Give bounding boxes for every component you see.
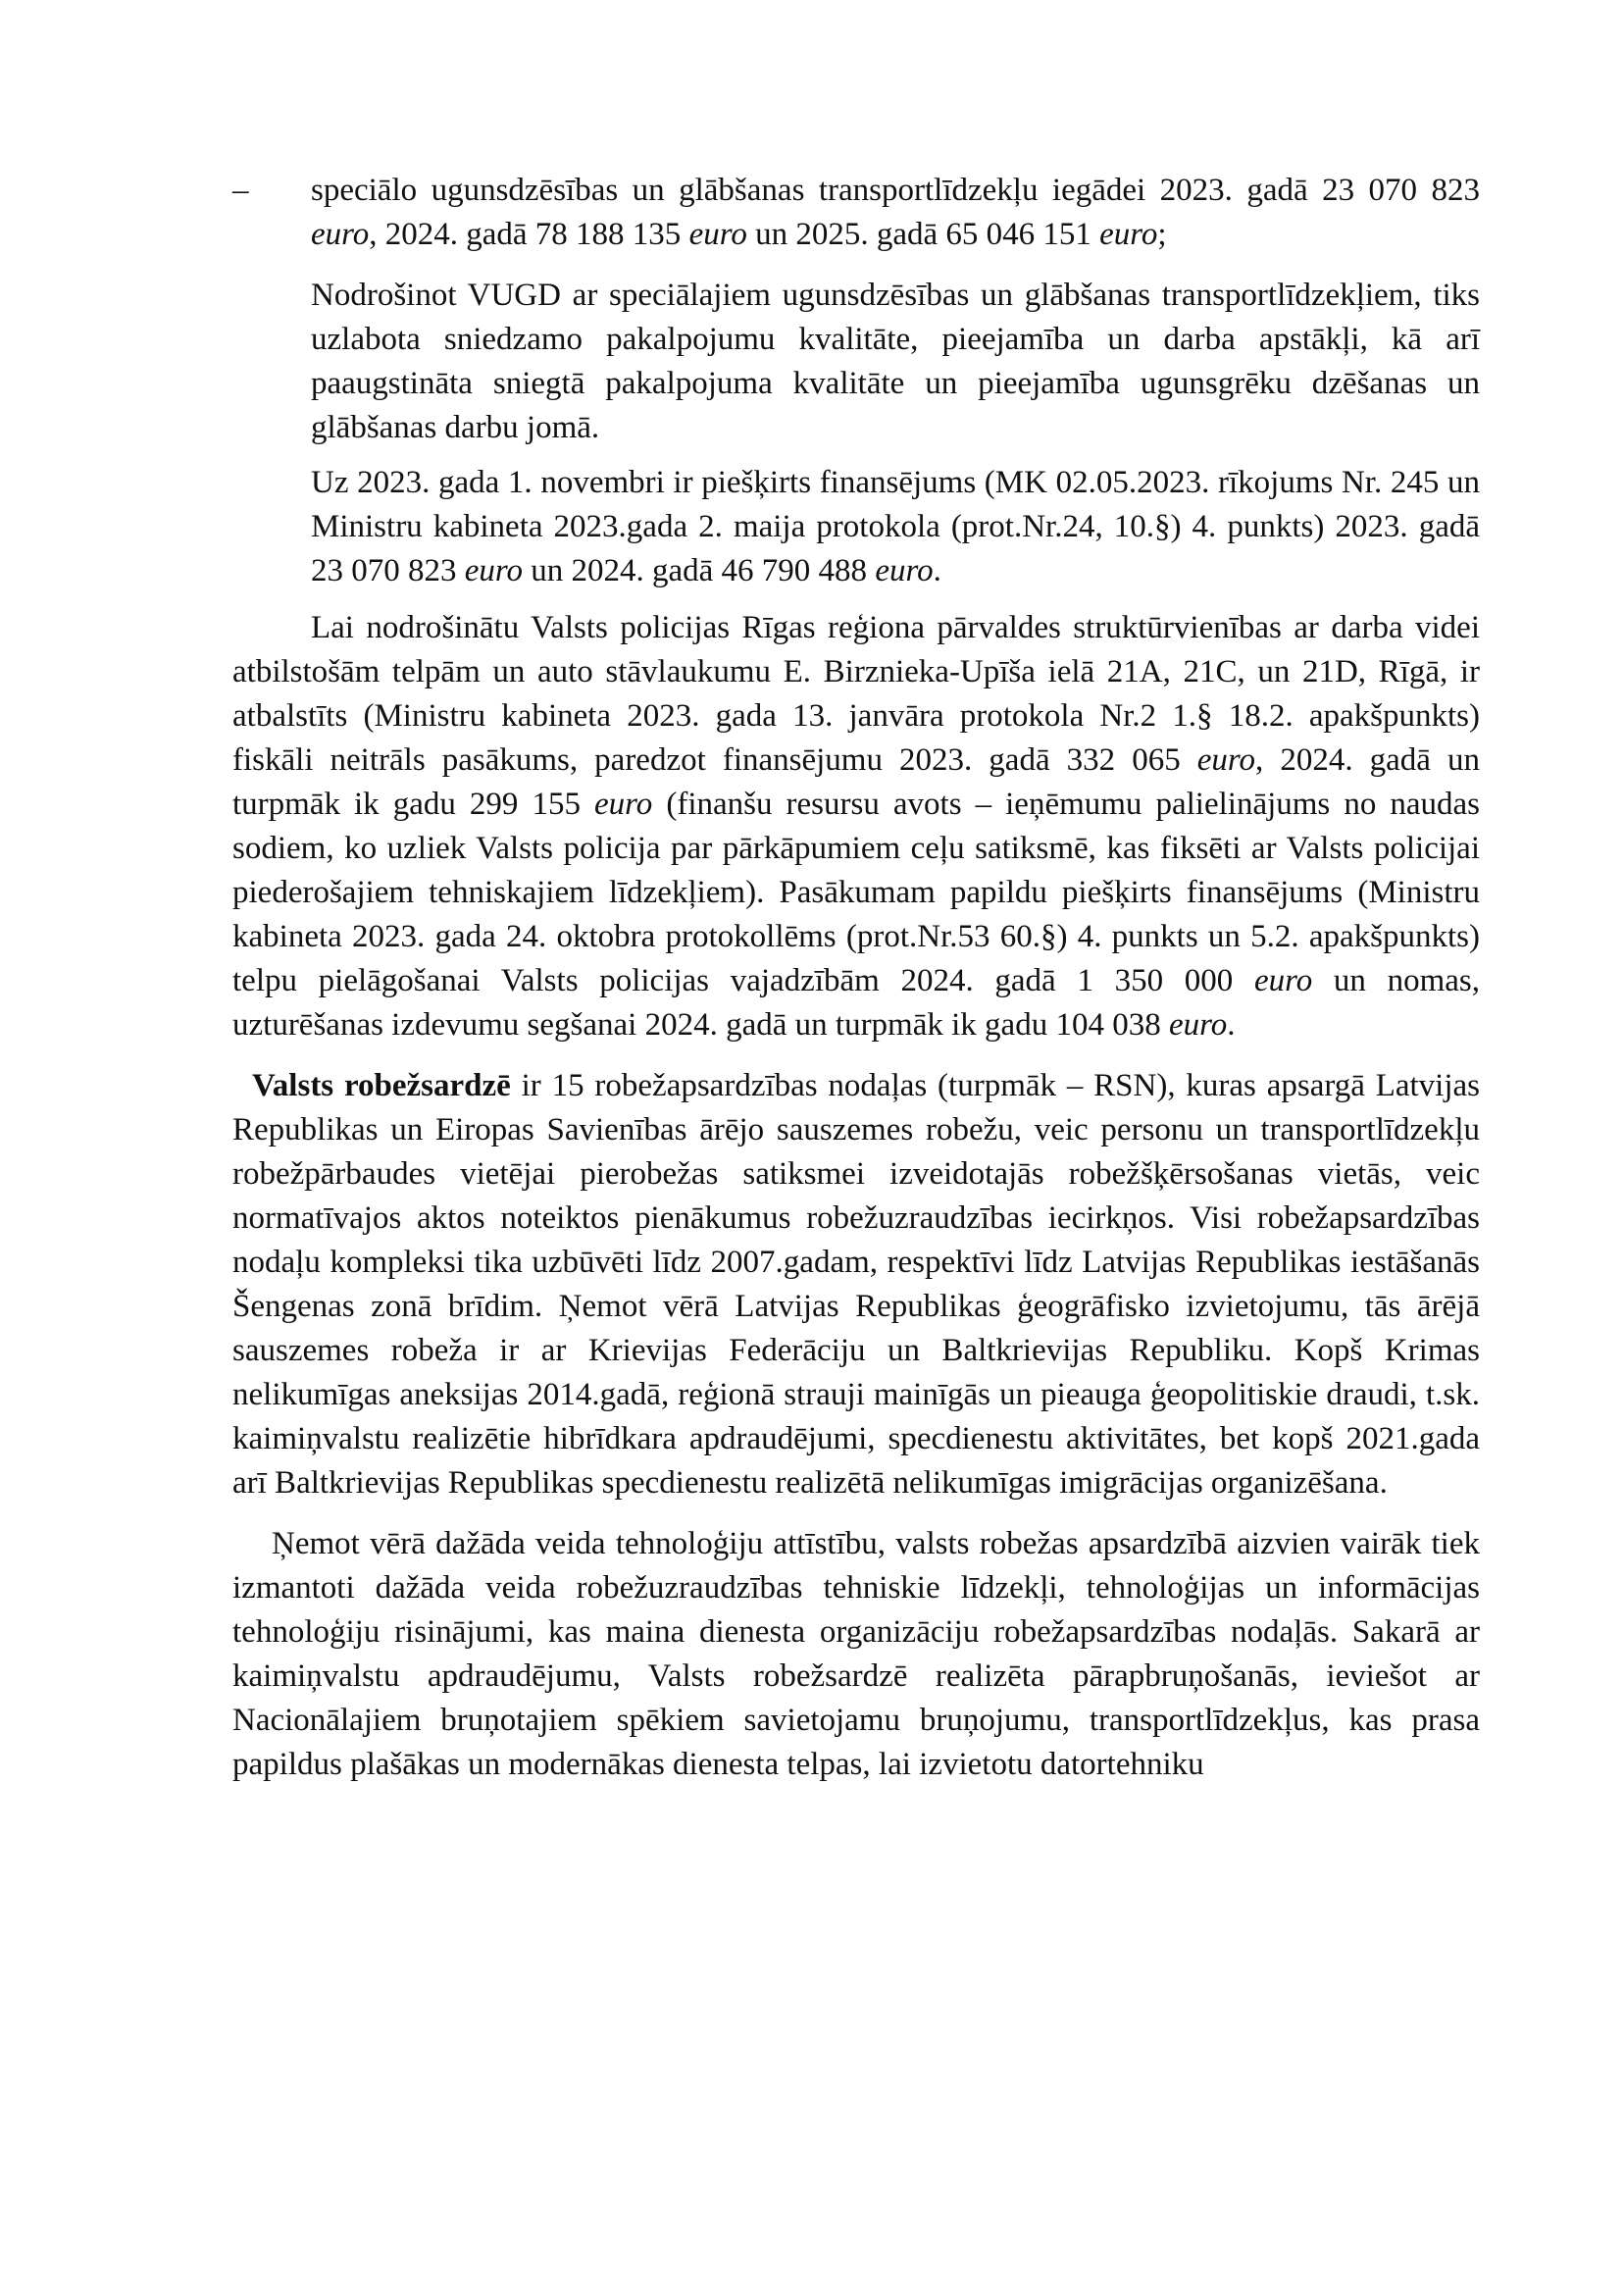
euro-italic: euro	[311, 217, 370, 252]
text-segment: .	[1227, 1007, 1236, 1043]
dash-bullet: –	[232, 173, 249, 208]
paragraph-border-guard	[232, 1064, 1480, 1505]
bold-heading: Valsts robežsardzē	[252, 1068, 511, 1103]
text-segment: un 2024. gadā 46 790 488	[523, 553, 876, 588]
text-segment: un 2025. gadā 65 046 151	[746, 217, 1100, 252]
text-segment: speciālo ugunsdzēsības un glābšanas transportlīdzekļu iegādei 2023. gadā 23 070 823	[311, 173, 1480, 208]
text-segment: , 2024. gadā 78 188 135	[369, 217, 689, 252]
euro-italic: euro	[1196, 742, 1256, 778]
euro-italic: euro	[594, 787, 653, 822]
text-segment: ;	[1157, 217, 1167, 252]
text-segment: Lai nodrošinātu Valsts policijas Rīgas reģiona pārvaldes struktūrvienības ar darba videi atbilstošām telpām un auto stāvlaukumu E. Birznieka-Upīša ielā 21A, 21C, un 21D, Rīgā, ir atbalstīts (Ministru kabineta 2023. gada 13. janvāra protokola Nr.2 1.§ 18.2. apakšpunkts) fiskāli neitrāls pasākums, paredzot finansējumu 2023. gadā 332 065	[232, 610, 1480, 778]
document-page	[232, 169, 1480, 1787]
euro-italic: euro	[875, 553, 934, 588]
euro-italic: euro	[1253, 963, 1313, 998]
paragraph-police	[232, 606, 1480, 1047]
text-segment: un nomas, uzturēšanas izdevumu segšanai 2024. gadā un turpmāk ik gadu 104 038	[232, 963, 1480, 1043]
euro-italic: euro	[1099, 217, 1158, 252]
euro-italic: euro	[688, 217, 747, 252]
paragraph-technology: Ņemot vērā dažāda veida tehnoloģiju attīstību, valsts robežas apsardzībā aizvien vairāk tiek izmantoti dažāda veida robežuzraudzības tehniskie līdzekļi, tehnoloģijas un informācijas tehnoloģiju risinājumi, kas maina dienesta organizāciju robežapsardzības nodaļās. Sakarā ar kaimiņvalstu apdraudējumu, Valsts robežsardzē realizēta pārapbruņošanās, ieviešot ar Nacionālajiem bruņotajiem spēkiem savietojamu bruņojumu, transportlīdzekļus, kas prasa papildus plašākas un modernākas dienesta telpas, lai izvietotu datortehniku	[232, 1526, 1480, 1782]
paragraph-vugd: Nodrošinot VUGD ar speciālajiem ugunsdzēsības un glābšanas transportlīdzekļiem, tiks uzlabota sniedzamo pakalpojumu kvalitāte, pieejamība un darba apstākļi, kā arī paaugstināta sniegtā pakalpojuma kvalitāte un pieejamība ugunsgrēku dzēšanas un glābšanas darbu jomā.	[311, 278, 1480, 445]
text-segment: Uz 2023. gada 1. novembri ir piešķirts finansējums (MK 02.05.2023. rīkojums Nr. 245 un Ministru kabineta 2023.gada 2. maija protokola (prot.Nr.24, 10.§) 4. punkts) 2023. gadā 23 070 823	[311, 465, 1480, 588]
text-segment: ir 15 robežapsardzības nodaļas (turpmāk – RSN), kuras apsargā Latvijas Republikas un Eiropas Savienības ārējo sauszemes robežu, veic personu un transportlīdzekļu robežpārbaudes vietējai pierobežas satiksmei izveidotajās robežšķērsošanas vietās, veic normatīvajos aktos noteiktos pienākumus robežuzraudzības iecirkņos. Visi robežapsardzības nodaļu kompleksi tika uzbūvēti līdz 2007.gadam, respektīvi līdz Latvijas Republikas iestāšanās Šengenas zonā brīdim. Ņemot vērā Latvijas Republikas ģeogrāfisko izvietojumu, tās ārējā sauszemes robeža ir ar Krievijas Federāciju un Baltkrievijas Republiku. Kopš Krimas nelikumīgas aneksijas 2014.gadā, reģionā strauji mainīgās un pieauga ģeopolitiskie draudi, t.sk. kaimiņvalstu realizētie hibrīdkara apdraudējumi, specdienestu aktivitātes, bet kopš 2021.gada arī Baltkrievijas Republikas specdienestu realizētā nelikumīgas imigrācijas organizēšana.	[232, 1068, 1480, 1501]
bullet-item-fire-vehicles	[232, 169, 1480, 257]
euro-italic: euro	[464, 553, 524, 588]
text-segment: , 2024. gadā un turpmāk ik gadu 299 155	[232, 742, 1480, 822]
text-segment: (finanšu resursu avots – ieņēmumu palielinājums no naudas sodiem, ko uzliek Valsts policija par pārkāpumiem ceļu satiksmē, kas fiksēti ar Valsts policijai piederošajiem tehniskajiem līdzekļiem). Pasākumam papildu piešķirts finansējums (Ministru kabineta 2023. gada 24. oktobra protokollēms (prot.Nr.53 60.§) 4. punkts un 5.2. apakšpunkts) telpu pielāgošanai Valsts policijas vajadzībām 2024. gadā 1 350 000	[232, 787, 1480, 998]
paragraph-funding	[232, 461, 1480, 593]
text-segment: .	[933, 553, 941, 588]
euro-italic: euro	[1168, 1007, 1228, 1043]
